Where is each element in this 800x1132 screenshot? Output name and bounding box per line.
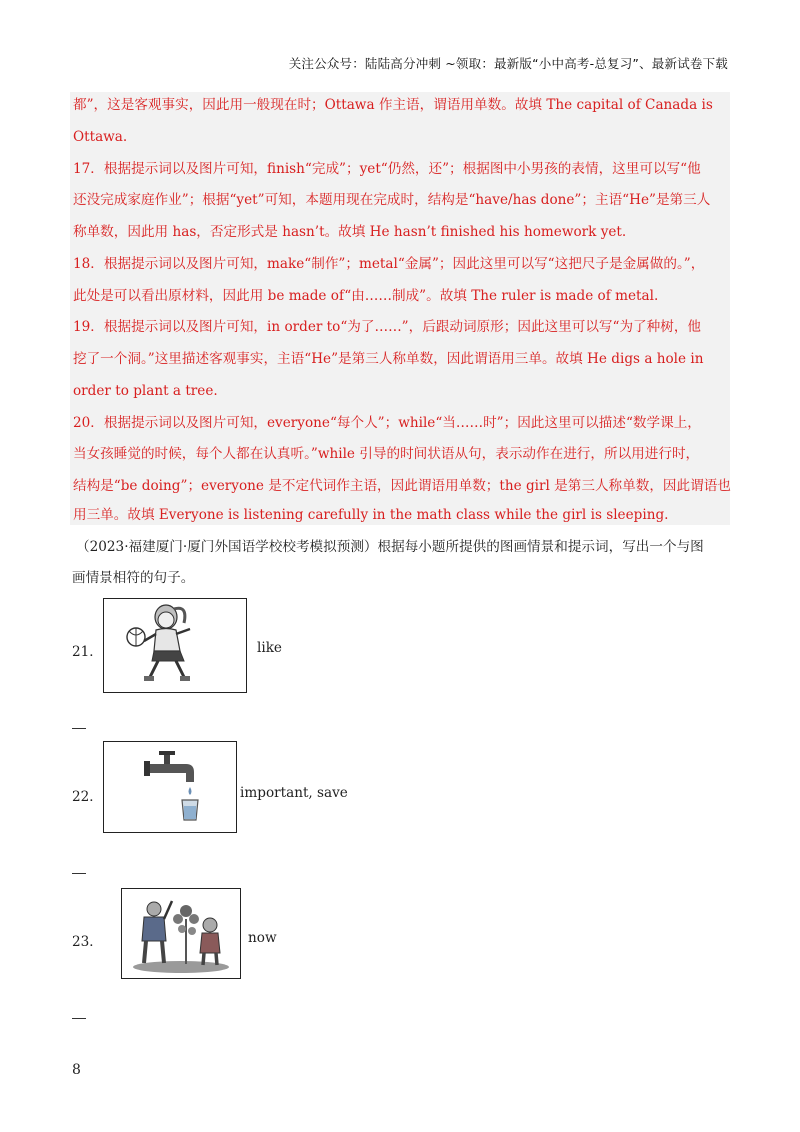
answer-line: 还没完成家庭作业”；根据“yet”可知，本题用现在完成时，结构是“have/has done”；主语“He”是第三人 <box>73 192 711 208</box>
question-23-number: 23． <box>72 934 103 950</box>
question-21-hint: like <box>257 640 282 656</box>
question-21-number: 21． <box>72 644 103 660</box>
kids-planting-tree-picture <box>121 888 241 979</box>
answer-line: 此处是可以看出原材料，因此用 be made of“由……制成”。故填 The ruler is made of metal. <box>73 288 659 304</box>
section-instructions: （2023·福建厦门·厦门外国语学校校考模拟预测）根据每小题所提供的图画情景和提示词，写出一个与图 <box>76 539 704 555</box>
section-instructions-cont: 画情景相符的句子。 <box>72 570 195 586</box>
answer-line: 结构是“be doing”；everyone 是不定代词作主语，因此谓语用单数；the girl 是第三人称单数，因此谓语也 <box>73 478 731 494</box>
answer-line: 18．根据提示词以及图片可知，make“制作”；metal“金属”；因此这里可以写“这把尺子是金属做的。”， <box>73 256 705 272</box>
page-number: 8 <box>72 1062 81 1078</box>
answer-line: 挖了一个洞。”这里描述客观事实，主语“He”是第三人称单数，因此谓语用三单。故填 He digs a hole in <box>73 351 704 367</box>
dripping-tap-picture <box>103 741 237 833</box>
answer-line: 都”，这是客观事实，因此用一般现在时；Ottawa 作主语，谓语用单数。故填 The capital of Canada is <box>73 97 713 113</box>
answer-line: 用三单。故填 Everyone is listening carefully in the math class while the girl is sleeping. <box>73 507 669 523</box>
answer-line: order to plant a tree. <box>73 383 218 399</box>
answer-line: 17．根据提示词以及图片可知，finish“完成”；yet“仍然，还”；根据图中小男孩的表情，这里可以写“他 <box>73 161 701 177</box>
answer-line: Ottawa. <box>73 129 128 145</box>
page-header: 关注公众号：陆陆高分冲刺 ~领取：最新版“小中高考-总复习”、最新试卷下载 <box>288 56 728 71</box>
question-22-number: 22． <box>72 789 103 805</box>
volleyball-girl-picture <box>103 598 247 693</box>
answer-line: 当女孩睡觉的时候，每个人都在认真听。”while 引导的时间状语从句，表示动作在进行，所以用进行时， <box>73 446 700 462</box>
question-22-answer-blank[interactable] <box>72 873 86 874</box>
question-21-answer-blank[interactable] <box>72 728 86 729</box>
question-22-hint: important, save <box>240 785 348 801</box>
question-23-answer-blank[interactable] <box>72 1018 86 1019</box>
answer-line: 19．根据提示词以及图片可知，in order to“为了……”，后跟动词原形；因此这里可以写“为了种树，他 <box>73 319 702 335</box>
answer-explanations <box>70 92 730 525</box>
question-23-hint: now <box>248 930 277 946</box>
answer-line: 称单数，因此用 has，否定形式是 hasn’t。故填 He hasn’t finished his homework yet. <box>73 224 627 240</box>
answer-line: 20．根据提示词以及图片可知，everyone“每个人”；while“当……时”；因此这里可以描述“数学课上， <box>73 415 701 431</box>
